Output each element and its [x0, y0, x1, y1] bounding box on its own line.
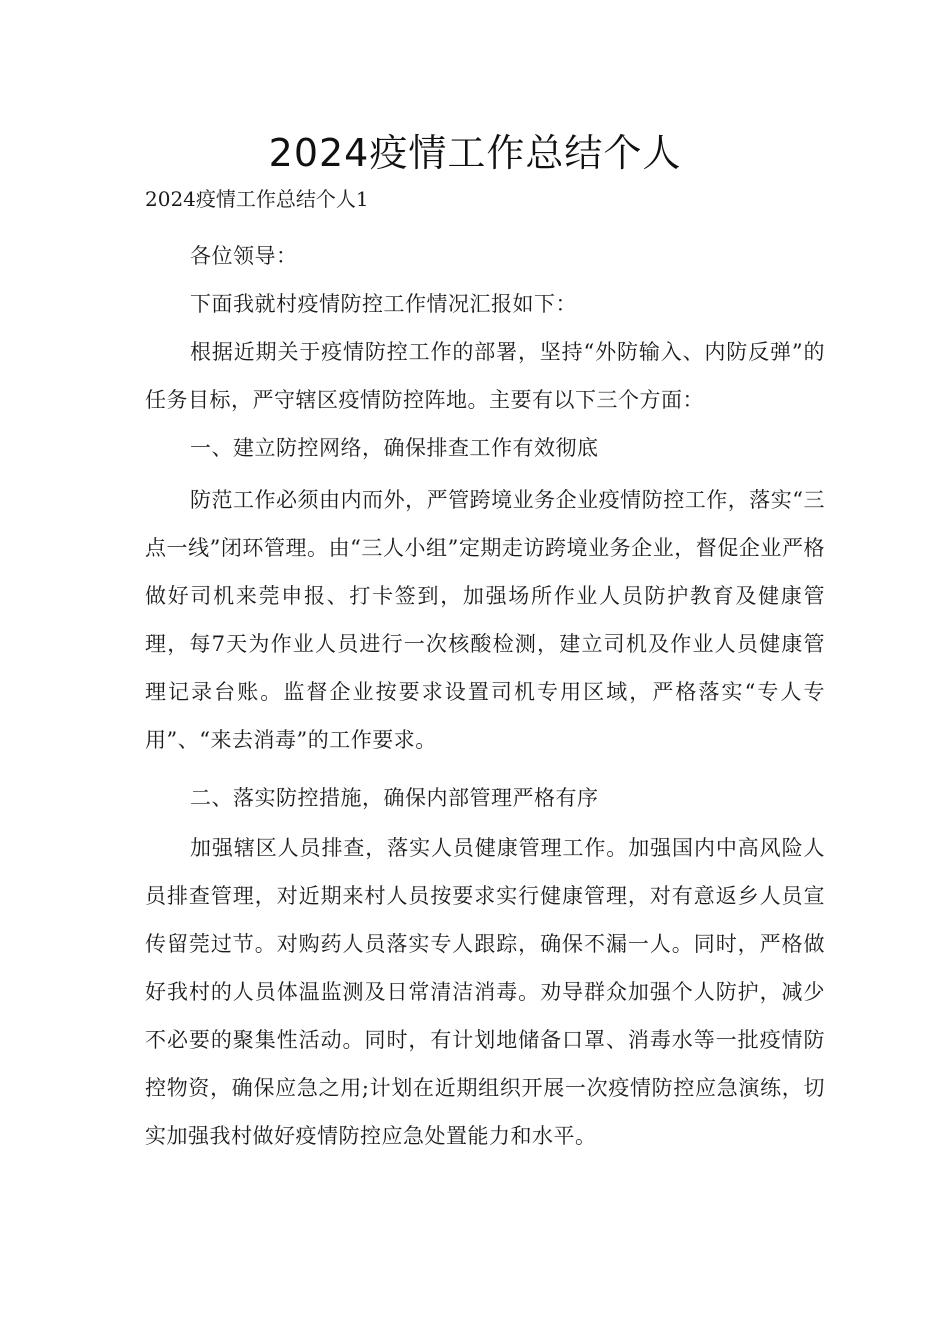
section-heading-1: 一、建立防控网络，确保排查工作有效彻底	[190, 436, 599, 460]
paragraph-3: 加强辖区人员排查，落实人员健康管理工作。加强国内中高风险人员排查管理，对近期来村人员按要求实行健康管理，对有意返乡人员宣传留莞过节。对购药人员落实专人跟踪，确保不漏一人。同时，严格做好我村的人员体温监测及日常清洁消毒。劝导群众加强个人防护，减少不必要的聚集性活动。同时，有计划地储备口罩、消毒水等一批疫情防控物资，确保应急之用;计划在近期组织开展一次疫情防控应急演练，切实加强我村做好疫情防控应急处置能力和水平。	[145, 836, 825, 1148]
section-heading-2: 二、落实防控措施，确保内部管理严格有序	[190, 786, 599, 810]
document-subtitle: 2024疫情工作总结个人1	[145, 187, 369, 211]
paragraph-1: 根据近期关于疫情防控工作的部署，坚持“外防输入、内防反弹”的任务目标，严守辖区疫情防控阵地。主要有以下三个方面：	[145, 340, 825, 412]
greeting-line: 各位领导：	[190, 244, 298, 268]
paragraph-2: 防范工作必须由内而外，严管跨境业务企业疫情防控工作，落实“三点一线”闭环管理。由“三人小组”定期走访跨境业务企业，督促企业严格做好司机来莞申报、打卡签到，加强场所作业人员防护教育及健康管理，每7天为作业人员进行一次核酸检测，建立司机及作业人员健康管理记录台账。监督企业按要求设置司机专用区域，严格落实“专人专用”、“来去消毒”的工作要求。	[145, 488, 825, 752]
intro-line: 下面我就村疫情防控工作情况汇报如下：	[190, 292, 577, 316]
document-title: 2024疫情工作总结个人	[268, 131, 682, 175]
